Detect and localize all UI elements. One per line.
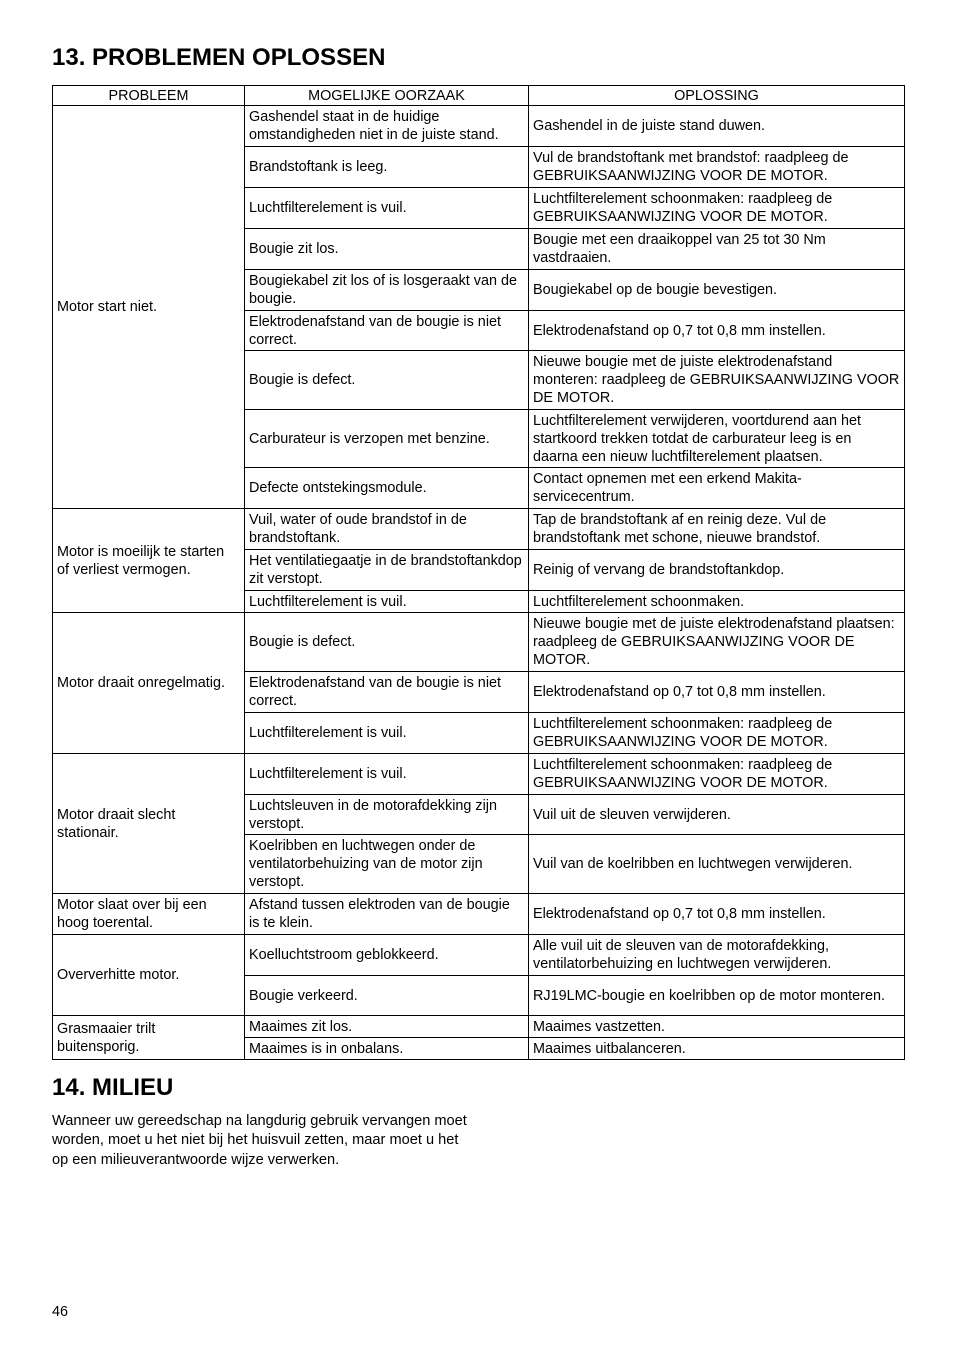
cause-cell: Luchtfilterelement is vuil.: [245, 188, 529, 229]
table-row: [53, 106, 905, 147]
cause-cell: Maaimes is in onbalans.: [245, 1038, 529, 1060]
section-14-body: Wanneer uw gereedschap na langdurig gebruik vervangen moet worden, moet u het niet bij het huisvuil zetten, maar moet u het op een milieuverantwoorde wijze verwerken.: [52, 1113, 467, 1168]
header-problem: PROBLEEM: [53, 86, 245, 106]
cause-cell: Gashendel staat in de huidige omstandigheden niet in de juiste stand.: [245, 106, 529, 147]
cause-cell: Vuil, water of oude brandstof in de brandstoftank.: [245, 509, 529, 550]
cause-cell: Carburateur is verzopen met benzine.: [245, 410, 529, 468]
problem-cell: Motor draait onregelmatig.: [53, 613, 245, 754]
cause-cell: Brandstoftank is leeg.: [245, 147, 529, 188]
section-14-number: 14.: [52, 1074, 86, 1101]
cause-cell: Elektrodenafstand van de bougie is niet correct.: [245, 672, 529, 713]
cause-cell: Maaimes zit los.: [245, 1016, 529, 1038]
solution-cell: Alle vuil uit de sleuven van de motorafdekking, ventilatorbehuizing en luchtwegen verwijderen.: [529, 935, 905, 976]
solution-cell: Tap de brandstoftank af en reinig deze. Vul de brandstoftank met schone, nieuwe brandstof.: [529, 509, 905, 550]
problem-cell: Oververhitte motor.: [53, 935, 245, 1016]
solution-cell: Elektrodenafstand op 0,7 tot 0,8 mm instellen.: [529, 311, 905, 351]
section-14-heading: [52, 1074, 173, 1102]
cause-cell: Defecte ontstekingsmodule.: [245, 468, 529, 509]
cause-cell: Bougiekabel zit los of is losgeraakt van de bougie.: [245, 270, 529, 311]
solution-cell: Bougiekabel op de bougie bevestigen.: [529, 270, 905, 311]
cause-cell: Luchtfilterelement is vuil.: [245, 754, 529, 795]
cause-cell: Elektrodenafstand van de bougie is niet correct.: [245, 311, 529, 351]
cause-cell: Koelribben en luchtwegen onder de ventilatorbehuizing van de motor zijn verstopt.: [245, 835, 529, 894]
troubleshooting-table: [52, 85, 905, 1060]
solution-cell: Luchtfilterelement schoonmaken: raadpleeg de GEBRUIKSAANWIJZING VOOR DE MOTOR.: [529, 754, 905, 795]
cause-cell: Luchtfilterelement is vuil.: [245, 591, 529, 613]
solution-cell: Luchtfilterelement schoonmaken: raadpleeg de GEBRUIKSAANWIJZING VOOR DE MOTOR.: [529, 188, 905, 229]
solution-cell: Luchtfilterelement schoonmaken: raadpleeg de GEBRUIKSAANWIJZING VOOR DE MOTOR.: [529, 713, 905, 754]
cause-cell: Luchtsleuven in de motorafdekking zijn verstopt.: [245, 795, 529, 835]
cause-cell: Het ventilatiegaatje in de brandstoftankdop zit verstopt.: [245, 550, 529, 591]
problem-cell: Motor is moeilijk te starten of verliest vermogen.: [53, 509, 245, 613]
cause-cell: Bougie is defect.: [245, 351, 529, 410]
page-number: 46: [52, 1304, 69, 1320]
solution-cell: Vuil van de koelribben en luchtwegen verwijderen.: [529, 835, 905, 894]
cause-cell: Afstand tussen elektroden van de bougie is te klein.: [245, 894, 529, 935]
cause-cell: Koelluchtstroom geblokkeerd.: [245, 935, 529, 976]
solution-cell: Elektrodenafstand op 0,7 tot 0,8 mm instellen.: [529, 894, 905, 935]
table-row: [53, 935, 905, 976]
table-row: [53, 1016, 905, 1038]
solution-cell: Elektrodenafstand op 0,7 tot 0,8 mm instellen.: [529, 672, 905, 713]
cause-cell: Bougie is defect.: [245, 613, 529, 672]
solution-cell: Maaimes vastzetten.: [529, 1016, 905, 1038]
section-14-title: MILIEU: [92, 1074, 174, 1101]
table-row: [53, 754, 905, 795]
solution-cell: Vuil uit de sleuven verwijderen.: [529, 795, 905, 835]
problem-cell: Motor draait slecht stationair.: [53, 754, 245, 894]
section-13-number: 13.: [52, 44, 86, 71]
table-row: [53, 894, 905, 935]
header-solution: OPLOSSING: [529, 86, 905, 106]
solution-cell: Luchtfilterelement schoonmaken.: [529, 591, 905, 613]
solution-cell: Contact opnemen met een erkend Makita-servicecentrum.: [529, 468, 905, 509]
table-row: [53, 613, 905, 672]
solution-cell: Luchtfilterelement verwijderen, voortdurend aan het startkoord trekken totdat de carburateur leeg is en daarna een nieuw luchtfilterelement plaatsen.: [529, 410, 905, 468]
solution-cell: Reinig of vervang de brandstoftankdop.: [529, 550, 905, 591]
table-header-row: [53, 86, 905, 106]
section-13-heading: [52, 44, 385, 72]
solution-cell: Bougie met een draaikoppel van 25 tot 30 Nm vastdraaien.: [529, 229, 905, 270]
header-cause: MOGELIJKE OORZAAK: [245, 86, 529, 106]
cause-cell: Luchtfilterelement is vuil.: [245, 713, 529, 754]
problem-cell: Motor slaat over bij een hoog toerental.: [53, 894, 245, 935]
problem-cell: Grasmaaier trilt buitensporig.: [53, 1016, 245, 1060]
solution-cell: Nieuwe bougie met de juiste elektrodenafstand plaatsen: raadpleeg de GEBRUIKSAANWIJZING VOOR DE MOTOR.: [529, 613, 905, 672]
solution-cell: Maaimes uitbalanceren.: [529, 1038, 905, 1060]
solution-cell: RJ19LMC-bougie en koelribben op de motor monteren.: [529, 976, 905, 1016]
cause-cell: Bougie verkeerd.: [245, 976, 529, 1016]
solution-cell: Gashendel in de juiste stand duwen.: [529, 106, 905, 147]
cause-cell: Bougie zit los.: [245, 229, 529, 270]
solution-cell: Vul de brandstoftank met brandstof: raadpleeg de GEBRUIKSAANWIJZING VOOR DE MOTOR.: [529, 147, 905, 188]
section-13-title: PROBLEMEN OPLOSSEN: [92, 44, 386, 71]
table-row: [53, 509, 905, 550]
solution-cell: Nieuwe bougie met de juiste elektrodenafstand monteren: raadpleeg de GEBRUIKSAANWIJZING VOOR DE MOTOR.: [529, 351, 905, 410]
problem-cell: Motor start niet.: [53, 106, 245, 509]
